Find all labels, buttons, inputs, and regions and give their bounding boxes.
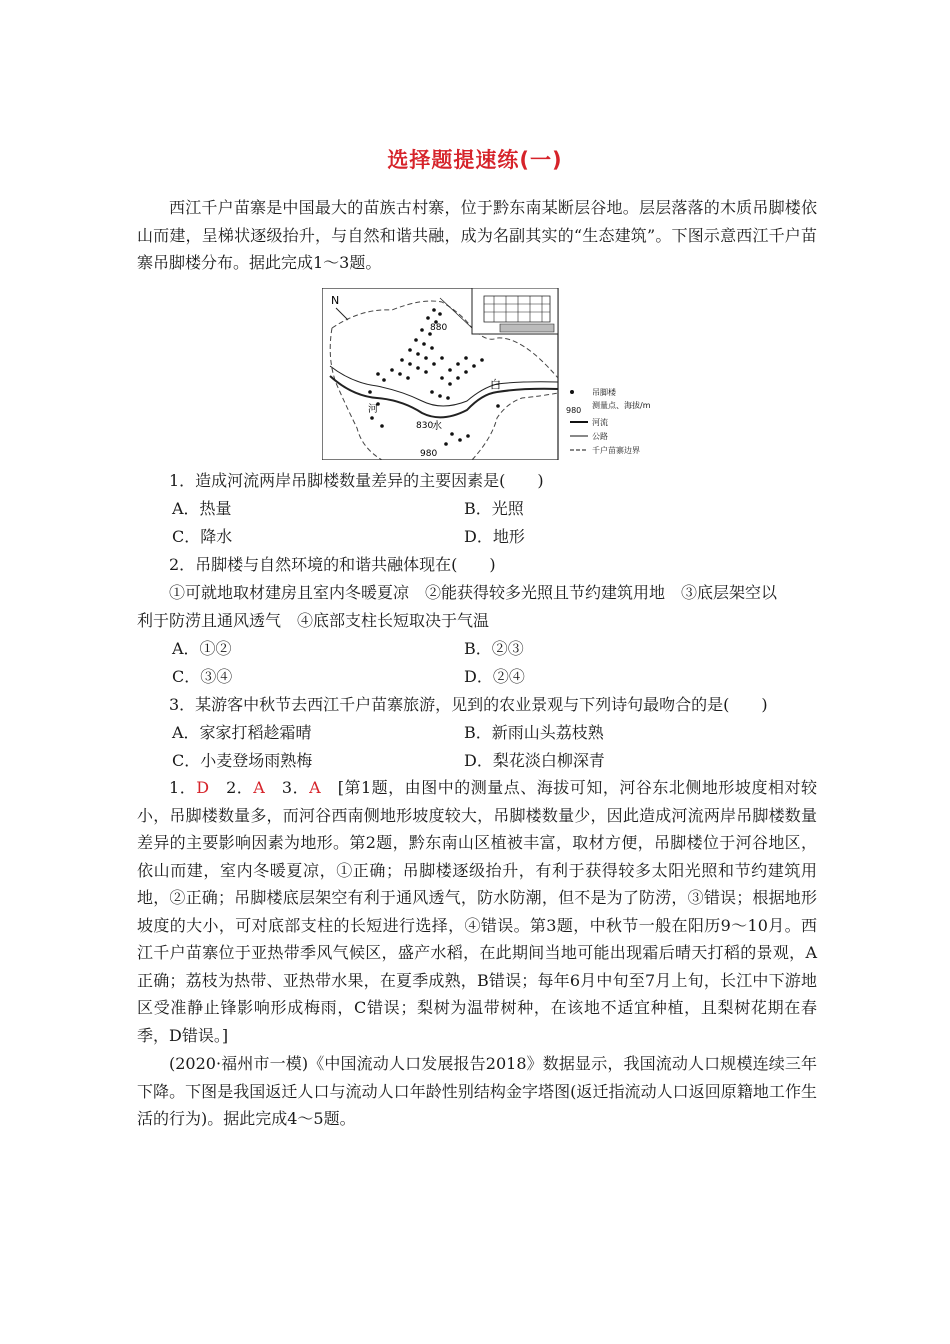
- legend-river: 河流: [592, 418, 608, 427]
- q2-option-a: A．①②: [172, 639, 232, 658]
- river-label-shui: 水: [432, 421, 442, 432]
- page-title: 选择题提速练(一): [387, 148, 563, 172]
- answer-2: A: [253, 778, 265, 797]
- question-3-stem: 3．某游客中秋节去西江千户苗寨旅游，见到的农业景观与下列诗句最吻合的是( ): [169, 695, 768, 714]
- legend-point: 测量点、海拔/m: [592, 401, 651, 410]
- q2-statement-line-2: 利于防涝且通风透气 ④底部支柱长短取决于气温: [137, 611, 490, 630]
- map-legend: [566, 387, 651, 455]
- intro-paragraph-2: (2020·福州市一模)《中国流动人口发展报告2018》数据显示，我国流动人口规模连续三年下降。下图是我国返迁人口与流动人口年龄性别结构金字塔图(返迁指流动人口返回原籍地工作生活的行为)。据此完成4～5题。: [137, 1054, 817, 1128]
- legend-boundary: 千户苗寨边界: [592, 446, 640, 455]
- legend-house: 吊脚楼: [592, 388, 616, 397]
- q1-option-d: D．地形: [464, 527, 525, 546]
- elevation-830: 830: [416, 421, 434, 431]
- q1-option-b: B．光照: [464, 499, 524, 518]
- intro-paragraph-1: 西江千户苗寨是中国最大的苗族古村寨，位于黔东南某断层谷地。层层落落的木质吊脚楼依山而建，呈梯状逐级抬升，与自然和谐共融，成为名副其实的“生态建筑”。下图示意西江千户苗寨吊脚楼分布。据此完成1～3题。: [137, 198, 817, 272]
- legend-point-value: 980: [566, 406, 582, 415]
- q3-option-d: D．梨花淡白柳深青: [464, 751, 605, 770]
- q3-option-c: C．小麦登场雨熟梅: [172, 751, 313, 770]
- q2-statement-line-1: ①可就地取材建房且室内冬暖夏凉 ②能获得较多光照且节约建筑用地 ③底层架空以: [169, 583, 778, 602]
- elevation-980: 980: [420, 449, 438, 459]
- north-label: N: [331, 294, 340, 307]
- q2-option-d: D．②④: [464, 667, 525, 686]
- question-2-stem: 2．吊脚楼与自然环境的和谐共融体现在( ): [169, 555, 496, 574]
- answer-3: A: [309, 778, 321, 797]
- legend-road: 公路: [592, 432, 608, 441]
- answer-explanation: 1．D 2．A 3．A [第1题，由图中的测量点、海拔可知，河谷东北侧地形坡度相对较小，吊脚楼数量多，而河谷西南侧地形坡度较大，吊脚楼数量少，因此造成河流两岸吊脚楼数量差异的主要影响因素为地形。第2题，黔东南山区植被丰富，取材方便，吊脚楼位于河谷地区，依山而建，室内冬暖夏凉，①正确；吊脚楼逐级抬升，有利于获得较多太阳光照和节约建筑用地，②正确；吊脚楼底层架空有利于通风透气，防水防潮，但不是为了防涝，③错误；根据地形坡度的大小，可对底部支柱的长短进行选择，④错误。第3题，中秋节一般在阳历9～10月。西江千户苗寨位于亚热带季风气候区，盛产水稻，在此期间当地可能出现霜后晴天打稻的景观，A正确；荔枝为热带、亚热带水果，在夏季成熟，B错误；每年6月中旬至7月上旬，长江中下游地区受准静止锋影响形成梅雨，C错误；梨树为温带树种，在该地不适宜种植，且梨树花期在春季，D错误。]: [137, 778, 817, 1045]
- q3-option-a: A．家家打稻趁霜晴: [172, 723, 312, 742]
- q2-option-b: B．②③: [464, 639, 524, 658]
- q1-option-a: A．热量: [172, 499, 232, 518]
- elevation-880: 880: [430, 323, 448, 333]
- village-map-figure: [322, 288, 692, 460]
- river-label-he: 河: [368, 404, 378, 415]
- explanation-text: [第1题，由图中的测量点、海拔可知，河谷东北侧地形坡度相对较小，吊脚楼数量多，而河谷西南侧地形坡度较大，吊脚楼数量少，因此造成河流两岸吊脚楼数量差异的主要影响因素为地形。第2题，黔东南山区植被丰富，取材方便，吊脚楼位于河谷地区，依山而建，室内冬暖夏凉，①正确；吊脚楼逐级抬升，有利于获得较多太阳光照和节约建筑用地，②正确；吊脚楼底层架空有利于通风透气，防水防潮，但不是为了防涝，③错误；根据地形坡度的大小，可对底部支柱的长短进行选择，④错误。第3题，中秋节一般在阳历9～10月。西江千户苗寨位于亚热带季风气候区，盛产水稻，在此期间当地可能出现霜后晴天打稻的景观，A正确；荔枝为热带、亚热带水果，在夏季成熟，B错误；每年6月中旬至7月上旬，长江中下游地区受准静止锋影响形成梅雨，C错误；梨树为温带树种，在该地不适宜种植，且梨树花期在春季，D错误。]: [137, 778, 817, 1045]
- question-1-stem: 1．造成河流两岸吊脚楼数量差异的主要因素是( ): [169, 471, 544, 490]
- q2-option-c: C．③④: [172, 667, 233, 686]
- answer-1: D: [196, 778, 210, 797]
- river-label-bai: 白: [490, 378, 501, 391]
- q3-option-b: B．新雨山头荔枝熟: [464, 723, 604, 742]
- q1-option-c: C．降水: [172, 527, 233, 546]
